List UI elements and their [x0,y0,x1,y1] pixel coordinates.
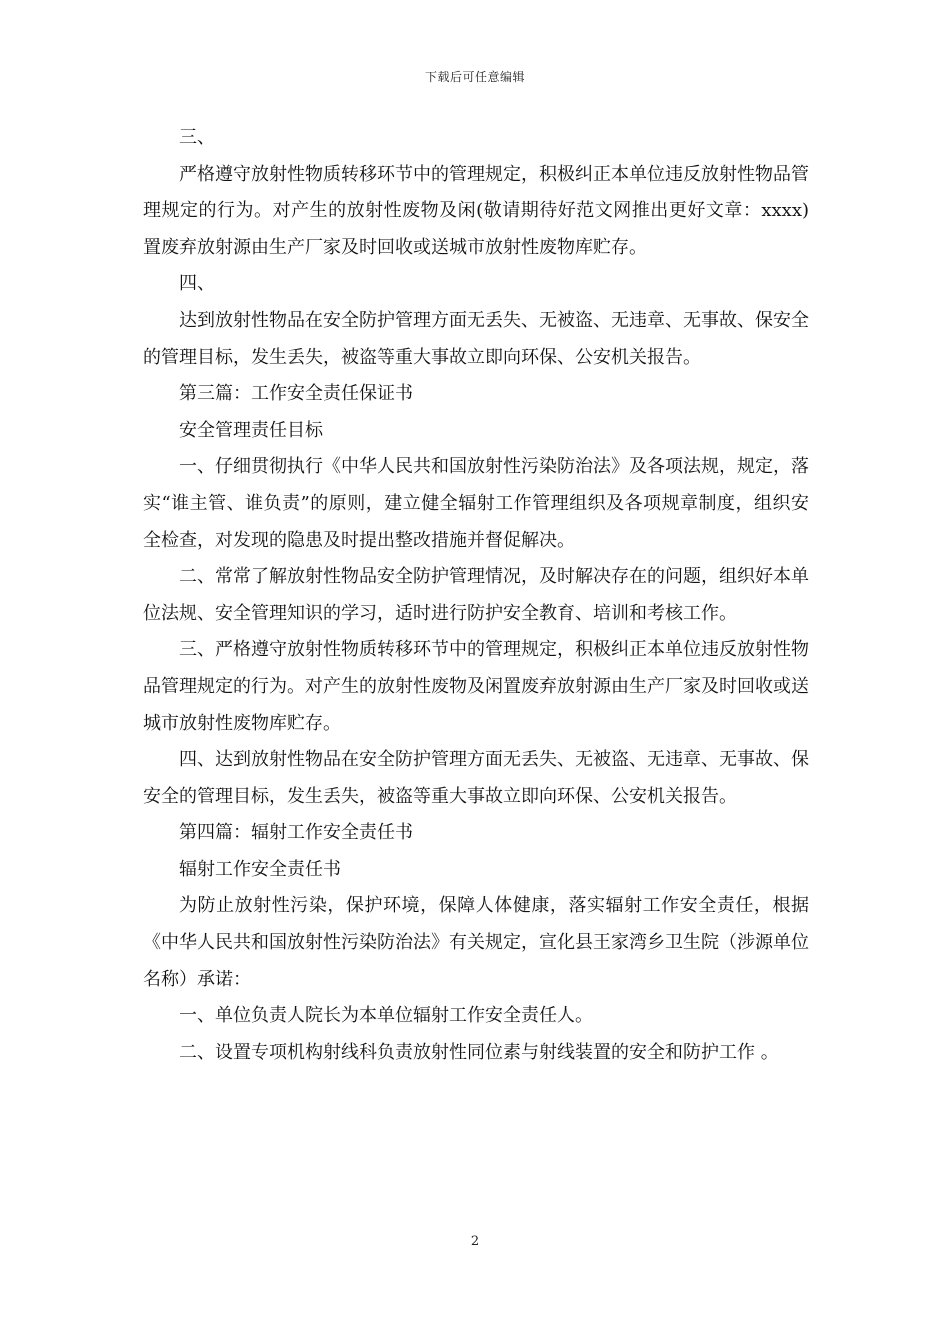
paragraph: 为防止放射性污染，保护环境，保障人体健康，落实辐射工作安全责任，根据《中华人民共和国放射性污染防治法》有关规定，宣化县王家湾乡卫生院（涉源单位名称）承诺： [143,895,809,990]
paragraph-heading-3: 三、 [179,127,215,148]
paragraph: 四、达到放射性物品在安全防护管理方面无丢失、无被盗、无违章、无事故、保安全的管理目标，发生丢失，被盗等重大事故立即向环保、公安机关报告。 [143,749,809,807]
paragraph-heading-4: 四、 [179,273,215,295]
paragraph: 三、严格遵守放射性物质转移环节中的管理规定，积极纠正本单位违反放射性物品管理规定的行为。对产生的放射性废物及闲置废弃放射源由生产厂家及时回收或送城市放射性废物库贮存。 [143,639,809,734]
paragraph: 严格遵守放射性物质转移环节中的管理规定，积极纠正本单位违反放射性物品管理规定的行为。对产生的放射性废物及闲(敬请期待好范文网推出更好文章：xxxx)置废弃放射源由生产厂家及时回收或送城市放射性废物库贮存。 [143,163,809,258]
paragraph: 达到放射性物品在安全防护管理方面无丢失、无被盗、无违章、无事故、保安全的管理目标，发生丢失，被盗等重大事故立即向环保、公安机关报告。 [143,309,809,368]
subsection-title: 安全管理责任目标 [179,419,323,441]
paragraph: 二、常常了解放射性物品安全防护管理情况，及时解决存在的问题，组织好本单位法规、安全管理知识的学习，适时进行防护安全教育、培训和考核工作。 [143,566,809,624]
paragraph: 一、单位负责人院长为本单位辐射工作安全责任人。 [179,1005,593,1027]
paragraph: 一、仔细贯彻执行《中华人民共和国放射性污染防治法》及各项法规，规定，落实“谁主管、谁负责”的原则，建立健全辐射工作管理组织及各项规章制度，组织安全检查，对发现的隐患及时提出整改措施并督促解决。 [143,456,809,551]
document-body [143,120,809,1071]
page-number: 2 [470,1234,480,1249]
section-title-3: 第三篇：工作安全责任保证书 [179,383,413,405]
paragraph: 二、设置专项机构射线科负责放射性同位素与射线装置的安全和防护工作 。 [179,1041,779,1063]
header-note: 下载后可任意编辑 [424,70,525,84]
section-title-4: 第四篇：辐射工作安全责任书 [179,822,413,844]
subsection-title: 辐射工作安全责任书 [179,858,341,880]
